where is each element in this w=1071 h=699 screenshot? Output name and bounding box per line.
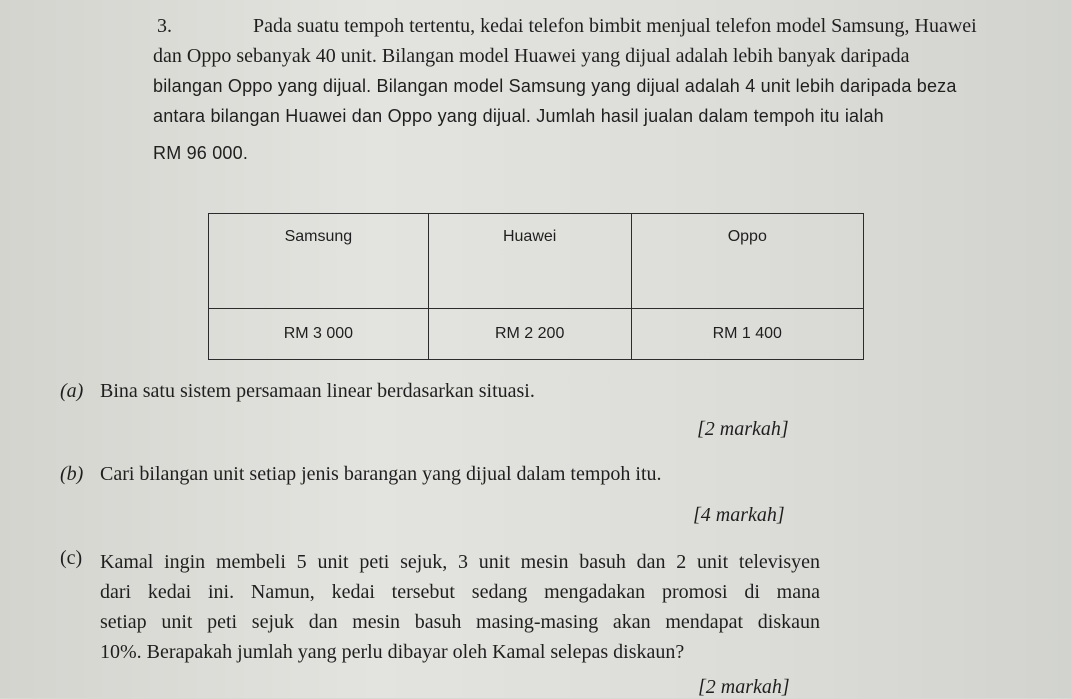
intro-line-3: bilangan Oppo yang dijual. Bilangan model Samsung yang dijual adalah 4 unit lebih daripada beza: [153, 76, 957, 96]
table-price-row: [209, 309, 864, 360]
intro-line-1: Pada suatu tempoh tertentu, kedai telefon bimbit menjual telefon model Samsung, Huawei: [253, 15, 977, 37]
part-c-line-1: Kamal ingin membeli 5 unit peti sejuk, 3 unit mesin basuh dan 2 unit televisyen: [100, 551, 820, 573]
part-a-marks: [2 markah]: [697, 418, 789, 440]
part-b-marks: [4 markah]: [693, 504, 785, 526]
part-c-marks: [2 markah]: [698, 676, 790, 698]
part-b-label: (b): [60, 463, 84, 485]
header-samsung: Samsung: [209, 214, 429, 309]
price-samsung: RM 3 000: [209, 309, 429, 360]
price-table: [208, 213, 864, 360]
header-oppo: Oppo: [631, 214, 863, 309]
price-huawei: RM 2 200: [428, 309, 631, 360]
table-header-row: [209, 214, 864, 309]
part-c-text: [100, 547, 820, 667]
part-c-line-3: setiap unit peti sejuk dan mesin basuh masing-masing akan mendapat diskaun: [100, 611, 820, 633]
header-huawei: Huawei: [428, 214, 631, 309]
part-a-label: (a): [60, 380, 84, 402]
price-oppo: RM 1 400: [631, 309, 863, 360]
intro-line-5: RM 96 000.: [153, 143, 249, 163]
part-c-line-2: dari kedai ini. Namun, kedai tersebut sedang mengadakan promosi di mana: [100, 581, 820, 603]
intro-line-4: antara bilangan Huawei dan Oppo yang dijual. Jumlah hasil jualan dalam tempoh itu ialah: [153, 106, 884, 126]
intro-line-2: dan Oppo sebanyak 40 unit. Bilangan model Huawei yang dijual adalah lebih banyak daripada: [153, 45, 910, 67]
part-c-label: (c): [60, 547, 83, 569]
question-intro: [153, 11, 1046, 175]
part-c-line-4: 10%. Berapakah jumlah yang perlu dibayar oleh Kamal selepas diskaun?: [100, 641, 685, 663]
part-b-text: Cari bilangan unit setiap jenis barangan yang dijual dalam tempoh itu.: [100, 463, 662, 485]
part-a-text: Bina satu sistem persamaan linear berdasarkan situasi.: [100, 380, 535, 402]
question-number: 3.: [157, 15, 172, 37]
